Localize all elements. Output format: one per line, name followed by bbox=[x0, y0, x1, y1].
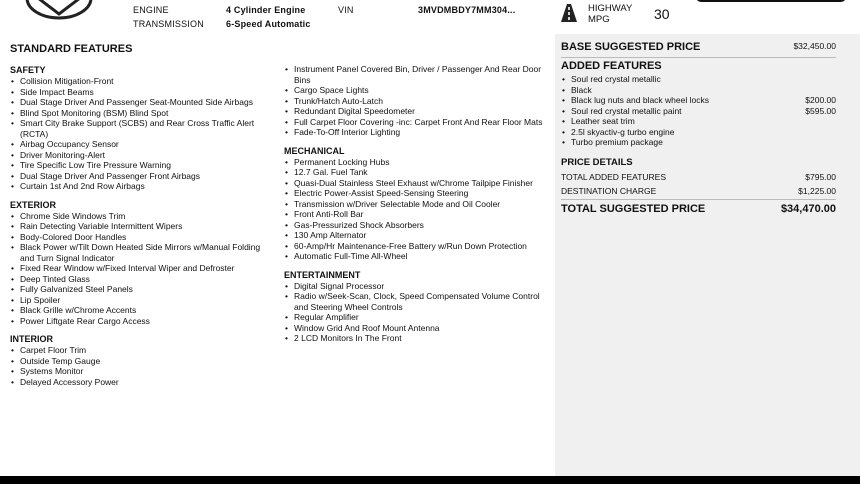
transmission-value: 6-Speed Automatic bbox=[226, 19, 311, 29]
feature-item: • Tire Specific Low Tire Pressure Warning bbox=[10, 160, 275, 171]
added-feature-item bbox=[561, 116, 836, 127]
feature-section-heading: EXTERIOR bbox=[10, 199, 57, 210]
added-feature-name: • Turbo premium package bbox=[571, 137, 663, 147]
feature-item: • Outside Temp Gauge bbox=[10, 356, 275, 367]
feature-list bbox=[284, 157, 549, 262]
feature-item: • Chrome Side Windows Trim bbox=[10, 211, 275, 222]
feature-item: • Airbag Occupancy Sensor bbox=[10, 139, 275, 150]
highway-mpg-label: HIGHWAY MPG bbox=[588, 3, 633, 25]
total-suggested-price-label: TOTAL SUGGESTED PRICE bbox=[561, 203, 706, 215]
added-feature-item bbox=[561, 85, 836, 96]
brand-logo bbox=[24, 0, 94, 20]
total-suggested-price-value: $34,470.00 bbox=[780, 203, 836, 215]
feature-section bbox=[10, 333, 275, 387]
feature-item: • Front Anti-Roll Bar bbox=[284, 209, 549, 220]
highway-mpg-value: 30 bbox=[654, 6, 670, 22]
added-feature-name: • Leather seat trim bbox=[571, 116, 635, 126]
total-added-value: $795.00 bbox=[805, 172, 836, 182]
feature-item: • Side Impact Beams bbox=[10, 87, 275, 98]
base-price-value: $32,450.00 bbox=[793, 41, 836, 51]
feature-item: • Redundant Digital Speedometer bbox=[284, 106, 549, 117]
engine-value: 4 Cylinder Engine bbox=[226, 5, 306, 15]
added-feature-name: • Black bbox=[571, 84, 592, 95]
feature-item: • Regular Amplifier bbox=[284, 312, 549, 323]
feature-item: • Rain Detecting Variable Intermittent Wipers bbox=[10, 221, 275, 232]
feature-item: • Radio w/Seek-Scan, Clock, Speed Compensated Volume Control and Steering Wheel Controls bbox=[284, 291, 549, 312]
feature-item: • Cargo Space Lights bbox=[284, 85, 549, 96]
price-panel bbox=[555, 34, 860, 484]
feature-item: • Smart City Brake Support (SCBS) and Rear Cross Traffic Alert (RCTA) bbox=[10, 118, 275, 139]
feature-section-heading: ENTERTAINMENT bbox=[284, 269, 361, 280]
base-price-label: BASE SUGGESTED PRICE bbox=[561, 41, 701, 53]
feature-item: • Carpet Floor Trim bbox=[10, 345, 275, 356]
destination-charge-row bbox=[561, 186, 836, 196]
destination-charge-value: $1,225.00 bbox=[798, 186, 836, 196]
feature-list bbox=[10, 76, 275, 192]
feature-section bbox=[284, 269, 549, 344]
standard-features-title: STANDARD FEATURES bbox=[10, 43, 133, 55]
feature-item: • Collision Mitigation-Front bbox=[10, 76, 275, 87]
feature-item: • Instrument Panel Covered Bin, Driver / Passenger And Rear Door Bins bbox=[284, 64, 549, 85]
feature-item: • Curtain 1st And 2nd Row Airbags bbox=[10, 181, 275, 192]
feature-item: • Systems Monitor bbox=[10, 366, 275, 377]
total-suggested-price-row bbox=[561, 203, 836, 215]
feature-list bbox=[10, 211, 275, 327]
added-feature-name: • Black lug nuts and black wheel locks bbox=[571, 95, 709, 105]
added-feature-name: • Soul red crystal metallic bbox=[571, 74, 661, 84]
feature-item: • 60-Amp/Hr Maintenance-Free Battery w/Run Down Protection bbox=[284, 241, 549, 252]
feature-item: • Deep Tinted Glass bbox=[10, 274, 275, 285]
feature-section bbox=[284, 64, 549, 138]
feature-item: • Permanent Locking Hubs bbox=[284, 157, 549, 168]
feature-item: • Digital Signal Processor bbox=[284, 281, 549, 292]
added-feature-item bbox=[561, 74, 836, 85]
header-action-button[interactable] bbox=[696, 0, 846, 2]
features-column-left bbox=[10, 64, 275, 387]
feature-item: • 2 LCD Monitors In The Front bbox=[284, 333, 549, 344]
feature-list bbox=[10, 345, 275, 387]
transmission-label: TRANSMISSION bbox=[133, 19, 204, 29]
added-feature-item bbox=[561, 137, 836, 148]
added-feature-name: • Soul red crystal metallic paint bbox=[571, 105, 682, 116]
feature-item: • Automatic Full-Time All-Wheel bbox=[284, 251, 549, 262]
feature-item: • Black Power w/Tilt Down Heated Side Mirrors w/Manual Folding and Turn Signal Indicator bbox=[10, 242, 275, 263]
divider bbox=[561, 199, 836, 200]
feature-item: • Full Carpet Floor Covering -inc: Carpet Front And Rear Floor Mats bbox=[284, 117, 549, 128]
standard-features-panel bbox=[0, 36, 555, 484]
vin-label: VIN bbox=[338, 5, 354, 15]
added-feature-item bbox=[561, 106, 836, 117]
feature-list bbox=[284, 64, 549, 138]
added-feature-item bbox=[561, 95, 836, 106]
destination-charge-label: DESTINATION CHARGE bbox=[561, 186, 657, 196]
feature-list bbox=[284, 281, 549, 344]
feature-item: • Delayed Accessory Power bbox=[10, 377, 275, 388]
feature-item: • Gas-Pressurized Shock Absorbers bbox=[284, 220, 549, 231]
total-added-label: TOTAL ADDED FEATURES bbox=[561, 172, 667, 182]
feature-item: • Trunk/Hatch Auto-Latch bbox=[284, 96, 549, 107]
base-price-row bbox=[561, 41, 836, 53]
feature-section bbox=[10, 199, 275, 327]
engine-label: ENGINE bbox=[133, 5, 169, 15]
feature-item: • Blind Spot Monitoring (BSM) Blind Spot bbox=[10, 108, 275, 119]
feature-section-heading: SAFETY bbox=[10, 65, 46, 75]
vin-value: 3MVDMBDY7MM304... bbox=[418, 5, 516, 15]
feature-item: • 130 Amp Alternator bbox=[284, 230, 549, 241]
feature-item: • Dual Stage Driver And Passenger Seat-Mounted Side Airbags bbox=[10, 97, 275, 108]
feature-item: • Dual Stage Driver And Passenger Front Airbags bbox=[10, 171, 275, 182]
feature-item: • Driver Monitoring-Alert bbox=[10, 150, 275, 161]
added-feature-item bbox=[561, 127, 836, 138]
feature-item: • Body-Colored Door Handles bbox=[10, 232, 275, 243]
added-features-heading: ADDED FEATURES bbox=[561, 60, 662, 72]
vehicle-spec-header bbox=[0, 0, 860, 34]
feature-section bbox=[10, 64, 275, 192]
feature-item: • Fade-To-Off Interior Lighting bbox=[284, 127, 549, 138]
feature-item: • Black Grille w/Chrome Accents bbox=[10, 305, 275, 316]
price-details-heading: PRICE DETAILS bbox=[561, 157, 633, 168]
feature-section-heading: INTERIOR bbox=[10, 334, 54, 344]
feature-item: • Power Liftgate Rear Cargo Access bbox=[10, 316, 275, 327]
bottom-border bbox=[0, 476, 860, 484]
added-feature-price: $200.00 bbox=[805, 95, 836, 105]
added-features-list bbox=[561, 74, 836, 148]
feature-section-heading: MECHANICAL bbox=[284, 145, 345, 156]
feature-item: • Electric Power-Assist Speed-Sensing Steering bbox=[284, 188, 549, 199]
features-column-right bbox=[284, 64, 549, 344]
feature-item: • Transmission w/Driver Selectable Mode and Oil Cooler bbox=[284, 199, 549, 210]
added-feature-price: $595.00 bbox=[805, 105, 836, 116]
feature-item: • Lip Spoiler bbox=[10, 295, 275, 306]
road-icon bbox=[561, 4, 577, 22]
feature-section bbox=[284, 145, 549, 262]
total-added-row bbox=[561, 172, 836, 182]
feature-item: • 12.7 Gal. Fuel Tank bbox=[284, 167, 549, 178]
feature-item: • Window Grid And Roof Mount Antenna bbox=[284, 323, 549, 334]
added-feature-name: • 2.5l skyactiv-g turbo engine bbox=[571, 126, 675, 137]
divider bbox=[561, 57, 836, 58]
feature-item: • Fully Galvanized Steel Panels bbox=[10, 284, 275, 295]
feature-item: • Quasi-Dual Stainless Steel Exhaust w/Chrome Tailpipe Finisher bbox=[284, 178, 549, 189]
feature-item: • Fixed Rear Window w/Fixed Interval Wiper and Defroster bbox=[10, 263, 275, 274]
